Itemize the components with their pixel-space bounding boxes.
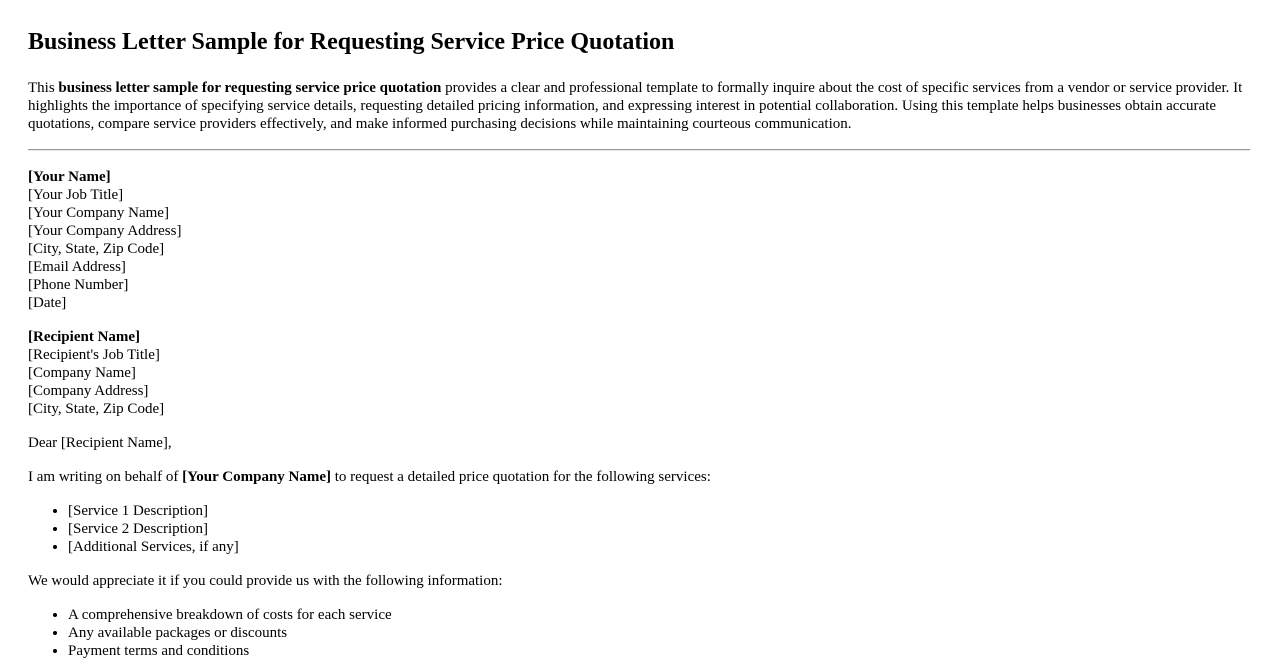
sender-name-text: [Your Name]	[28, 169, 111, 185]
recipient-address: [Company Address]	[28, 383, 149, 399]
page-title: Business Letter Sample for Requesting Service Price Quotation	[28, 29, 675, 55]
recipient-company: [Company Name]	[28, 365, 136, 381]
info-list	[28, 606, 1250, 660]
list-item: • [Additional Services, if any]	[68, 538, 1250, 556]
request-prefix: I am writing on behalf of	[28, 469, 183, 485]
sender-name	[28, 168, 1250, 186]
sender-job-title: [Your Job Title]	[28, 187, 124, 203]
request-paragraph	[28, 468, 1250, 486]
list-item: • Payment terms and conditions	[68, 642, 1250, 660]
list-item: • Any available packages or discounts	[68, 624, 1250, 642]
intro-bold: business letter sample for requesting service price quotation	[58, 80, 442, 96]
sender-address: [Your Company Address]	[28, 223, 182, 239]
recipient-city: [City, State, Zip Code]	[28, 401, 165, 417]
sender-company: [Your Company Name]	[28, 205, 169, 221]
recipient-job-title: [Recipient's Job Title]	[28, 347, 160, 363]
divider	[28, 149, 1250, 151]
salutation: Dear [Recipient Name],	[28, 435, 172, 451]
list-item: • [Service 2 Description]	[68, 520, 1250, 538]
sender-block	[28, 168, 1250, 312]
list-item: • A comprehensive breakdown of costs for each service	[68, 606, 1250, 624]
request-suffix: to request a detailed price quotation for the following services:	[331, 469, 711, 485]
sender-date: [Date]	[28, 295, 67, 311]
intro-prefix: This	[28, 80, 59, 96]
request-company: [Your Company Name]	[182, 469, 332, 485]
recipient-name-text: [Recipient Name]	[28, 329, 141, 345]
list-item: • [Service 1 Description]	[68, 502, 1250, 520]
intro-suffix: provides a clear and professional template to formally inquire about the cost of specific services from a vendor or service provider. It highlights the importance of specifying service details, requesting detailed pricing information, and expressing interest in potential collaboration. Using this template helps businesses obtain accurate quotations, compare service providers effectively, and make informed purchasing decisions while maintaining courteous communication.	[28, 80, 1243, 132]
recipient-block	[28, 328, 1250, 418]
sender-city: [City, State, Zip Code]	[28, 241, 165, 257]
recipient-name	[28, 328, 1250, 346]
intro-paragraph	[28, 79, 1250, 133]
sender-email: [Email Address]	[28, 259, 126, 275]
services-list	[28, 502, 1250, 556]
sender-phone: [Phone Number]	[28, 277, 129, 293]
info-intro: We would appreciate it if you could provide us with the following information:	[28, 573, 503, 589]
